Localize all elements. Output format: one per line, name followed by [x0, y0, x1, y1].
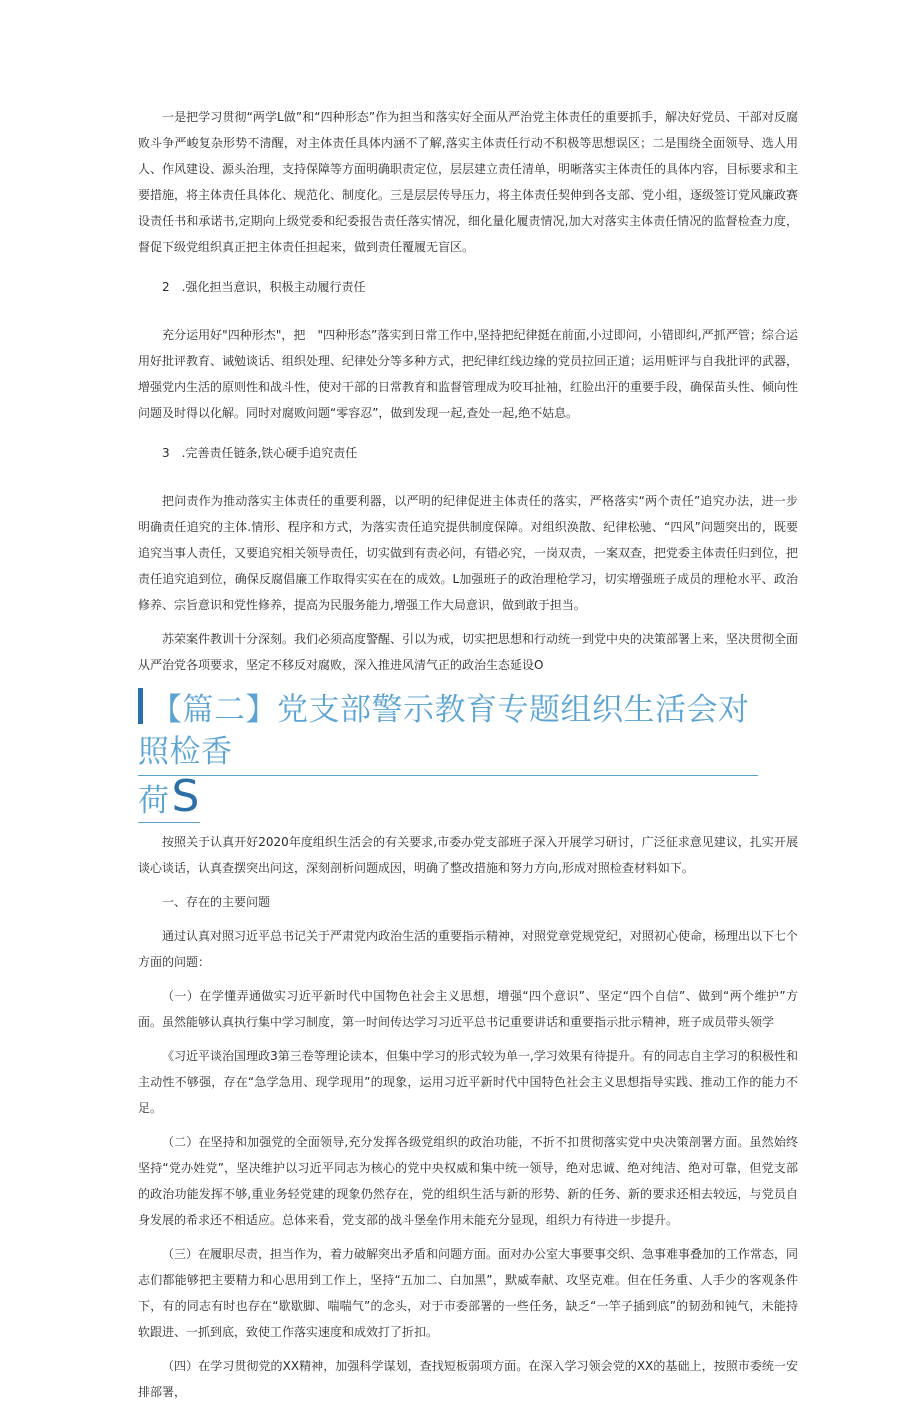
title-s-glyph: S	[171, 771, 200, 822]
article-title	[138, 688, 798, 823]
paragraph: 通过认真对照习近平总书记关于严肃党内政治生活的重要指示精神，对照党章党规党纪，对照初心使命，杨理出以下七个方面的问题：	[138, 929, 799, 969]
title-line-2: 荷S	[138, 771, 200, 822]
section-heading: 3 .完善责任链条,铁心硬手追究责任	[162, 446, 358, 460]
section-heading: 一、存在的主要问题	[162, 895, 271, 909]
paragraph: 充分运用好"四种形杰"，把 "四种形态”落实到日常工作中,坚持把纪律挺在前面,小过即问，小错即纠,严抓严管；综合运用好批评教育、诫勉谈话、组织处理、纪律处分等多种方式，把纪律红线边缘的党员拉回正道；运用赃评与自我批评的武器，增强党内生活的原则性和战斗性，使对干部的日常教育和监督管理成为咬耳扯袖，红脸出汗的重要手段，确保苗头性、倾向性问题及时得以化解。同时对腐败问题“零容忍”，做到发现一起,查处一起,绝不姑息。	[138, 328, 799, 420]
paragraph: 苏荣案件教训十分深刻。我们必须高度警醒、引以为戒，切实把思想和行动统一到党中央的决策部署上来，坚决贯彻全面从严治党各项要求，坚定不移反对腐败，深入推进风清气正的政治生态延设O	[138, 632, 799, 672]
list-item: （二）在坚持和加强党的全面领导,充分发挥各级党组织的政治功能，不折不扣贯彻落实党中央决策剖署方面。虽然始终坚持“党办姓党”，坚决维护以习近平同志为核心的党中央权威和集中统一领导，绝对忠诚、绝对纯洁、绝对可靠，但党支部的政治功能发挥不够,重业务轻党建的现象仍然存在，党的组织生活与新的形势、新的任务、新的要求还相去较远，与党员自身发展的希求还不相适应。总体来看，党支部的战斗堡垒作用未能充分显现，组织力有待进一步提升。	[138, 1135, 798, 1227]
list-item: （一）在学懂弄通做实习近平新时代中国物色社会主义思想，增强“四个意识”、坚定“四个自信”、做到“两个维护”方面。虽然能够认真执行集中学习制度，第一时间传达学习习近平总书记重要讲话和重要指示批示精神，班子成员带头领学	[138, 989, 798, 1029]
title-line-1: 【篇二】党支部警示教育专题组织生活会对照检香	[138, 688, 758, 776]
list-item: 《习近平谈治国理政3第三卷等理论读本，但集中学习的形式较为单一,学习效果有待提升。有的同志自主学习的积极性和主动性不够强，存在“急学急用、现学现用”的现象，运用习近平新时代中国特色社会主义思想指导实践、推动工作的能力不足。	[138, 1049, 798, 1115]
section-heading: 2 .强化担当意识，积极主动履行责任	[162, 280, 366, 294]
list-item: （四）在学习贯彻党的XX精神，加强科学谋划，查找短板弱项方面。在深入学习领会党的XX的基础上，按照市委统一安排部署，	[138, 1359, 798, 1399]
paragraph: 按照关于认真开好2020年度组织生活会的有关要求,市委办党支部班子深入开展学习研讨，广泛征求意见建议，扎实开展谈心谈话，认真查摆突出问这，深刻剖析问题成因，明确了整改措施和努力方向,形成对照检查材料如下。	[138, 835, 798, 875]
document-page	[138, 104, 798, 1405]
list-item: （三）在履职尽责，担当作为，着力破解突出矛盾和问题方面。面对办公室大事要事交织、急事难事叠加的工作常态，同志们都能够把主要精力和心思用到工作上，坚持“五加二、白加黑”，默威奉献、攻坚克难。但在任务重、人手少的客观条件下，有的同志有时也存在“歇歇脚、喘喘气”的念头，对于市委部署的一些任务，缺乏“一竿子插到底”的韧劲和钝气，未能持软跟进、一抓到底，致使工作落实速度和成效打了折扣。	[138, 1247, 799, 1339]
title-bar	[138, 688, 143, 724]
paragraph: 把问责作为推动落实主体责任的重要利器，以严明的纪律促进主体责任的落实，严格落实“两个责任”追究办法，进一步明确责任追究的主体.情形、程序和方式，为落实责任追究提供制度保障。对组织涣散、纪律松驰、“四风”问题突出的，既要追究当事人责任，又要追究相关领导责任，切实做到有责必问，有错必究，一岗双责，一案双查，把党委主体责任归到位，把责任追究追到位，确保反腐倡廉工作取得实实在在的成效。L加强班子的政治理枪学习，切实增强班子成员的理枪水平、政治修养、宗旨意识和党性修养，提高为民服务能力,增强工作大局意识，做到敢于担当。	[138, 494, 799, 612]
paragraph: 一是把学习贯彻“两学L做”和“四种形态”作为担当和落实好全面从严治党主体责任的重要抓手，解决好党员、干部对反腐败斗争严峻复杂形势不清醒，对主体责任具体内涵不了解,落实主体责任行动不积极等思想误区；二是围绕全面领导、选人用人、作风建设、源头治理，支持保障等方面明确职责定位，层层建立责任清单，明晰落实主体责任的具体内容，目标要求和主要措施，将主体责任具体化、规范化、制度化。三是层层传导压力，将主体责任契伸到各支部、党小组，逐级签订党风廉政赛设责任书和承诺书,定期向上级党委和纪委报告责任落实情况，细化量化履责情况,加大对落实主体责任情况的监督检查力度，督促下级党组织真正把主体责任担起来，做到责任覆履无盲区。	[138, 110, 799, 254]
